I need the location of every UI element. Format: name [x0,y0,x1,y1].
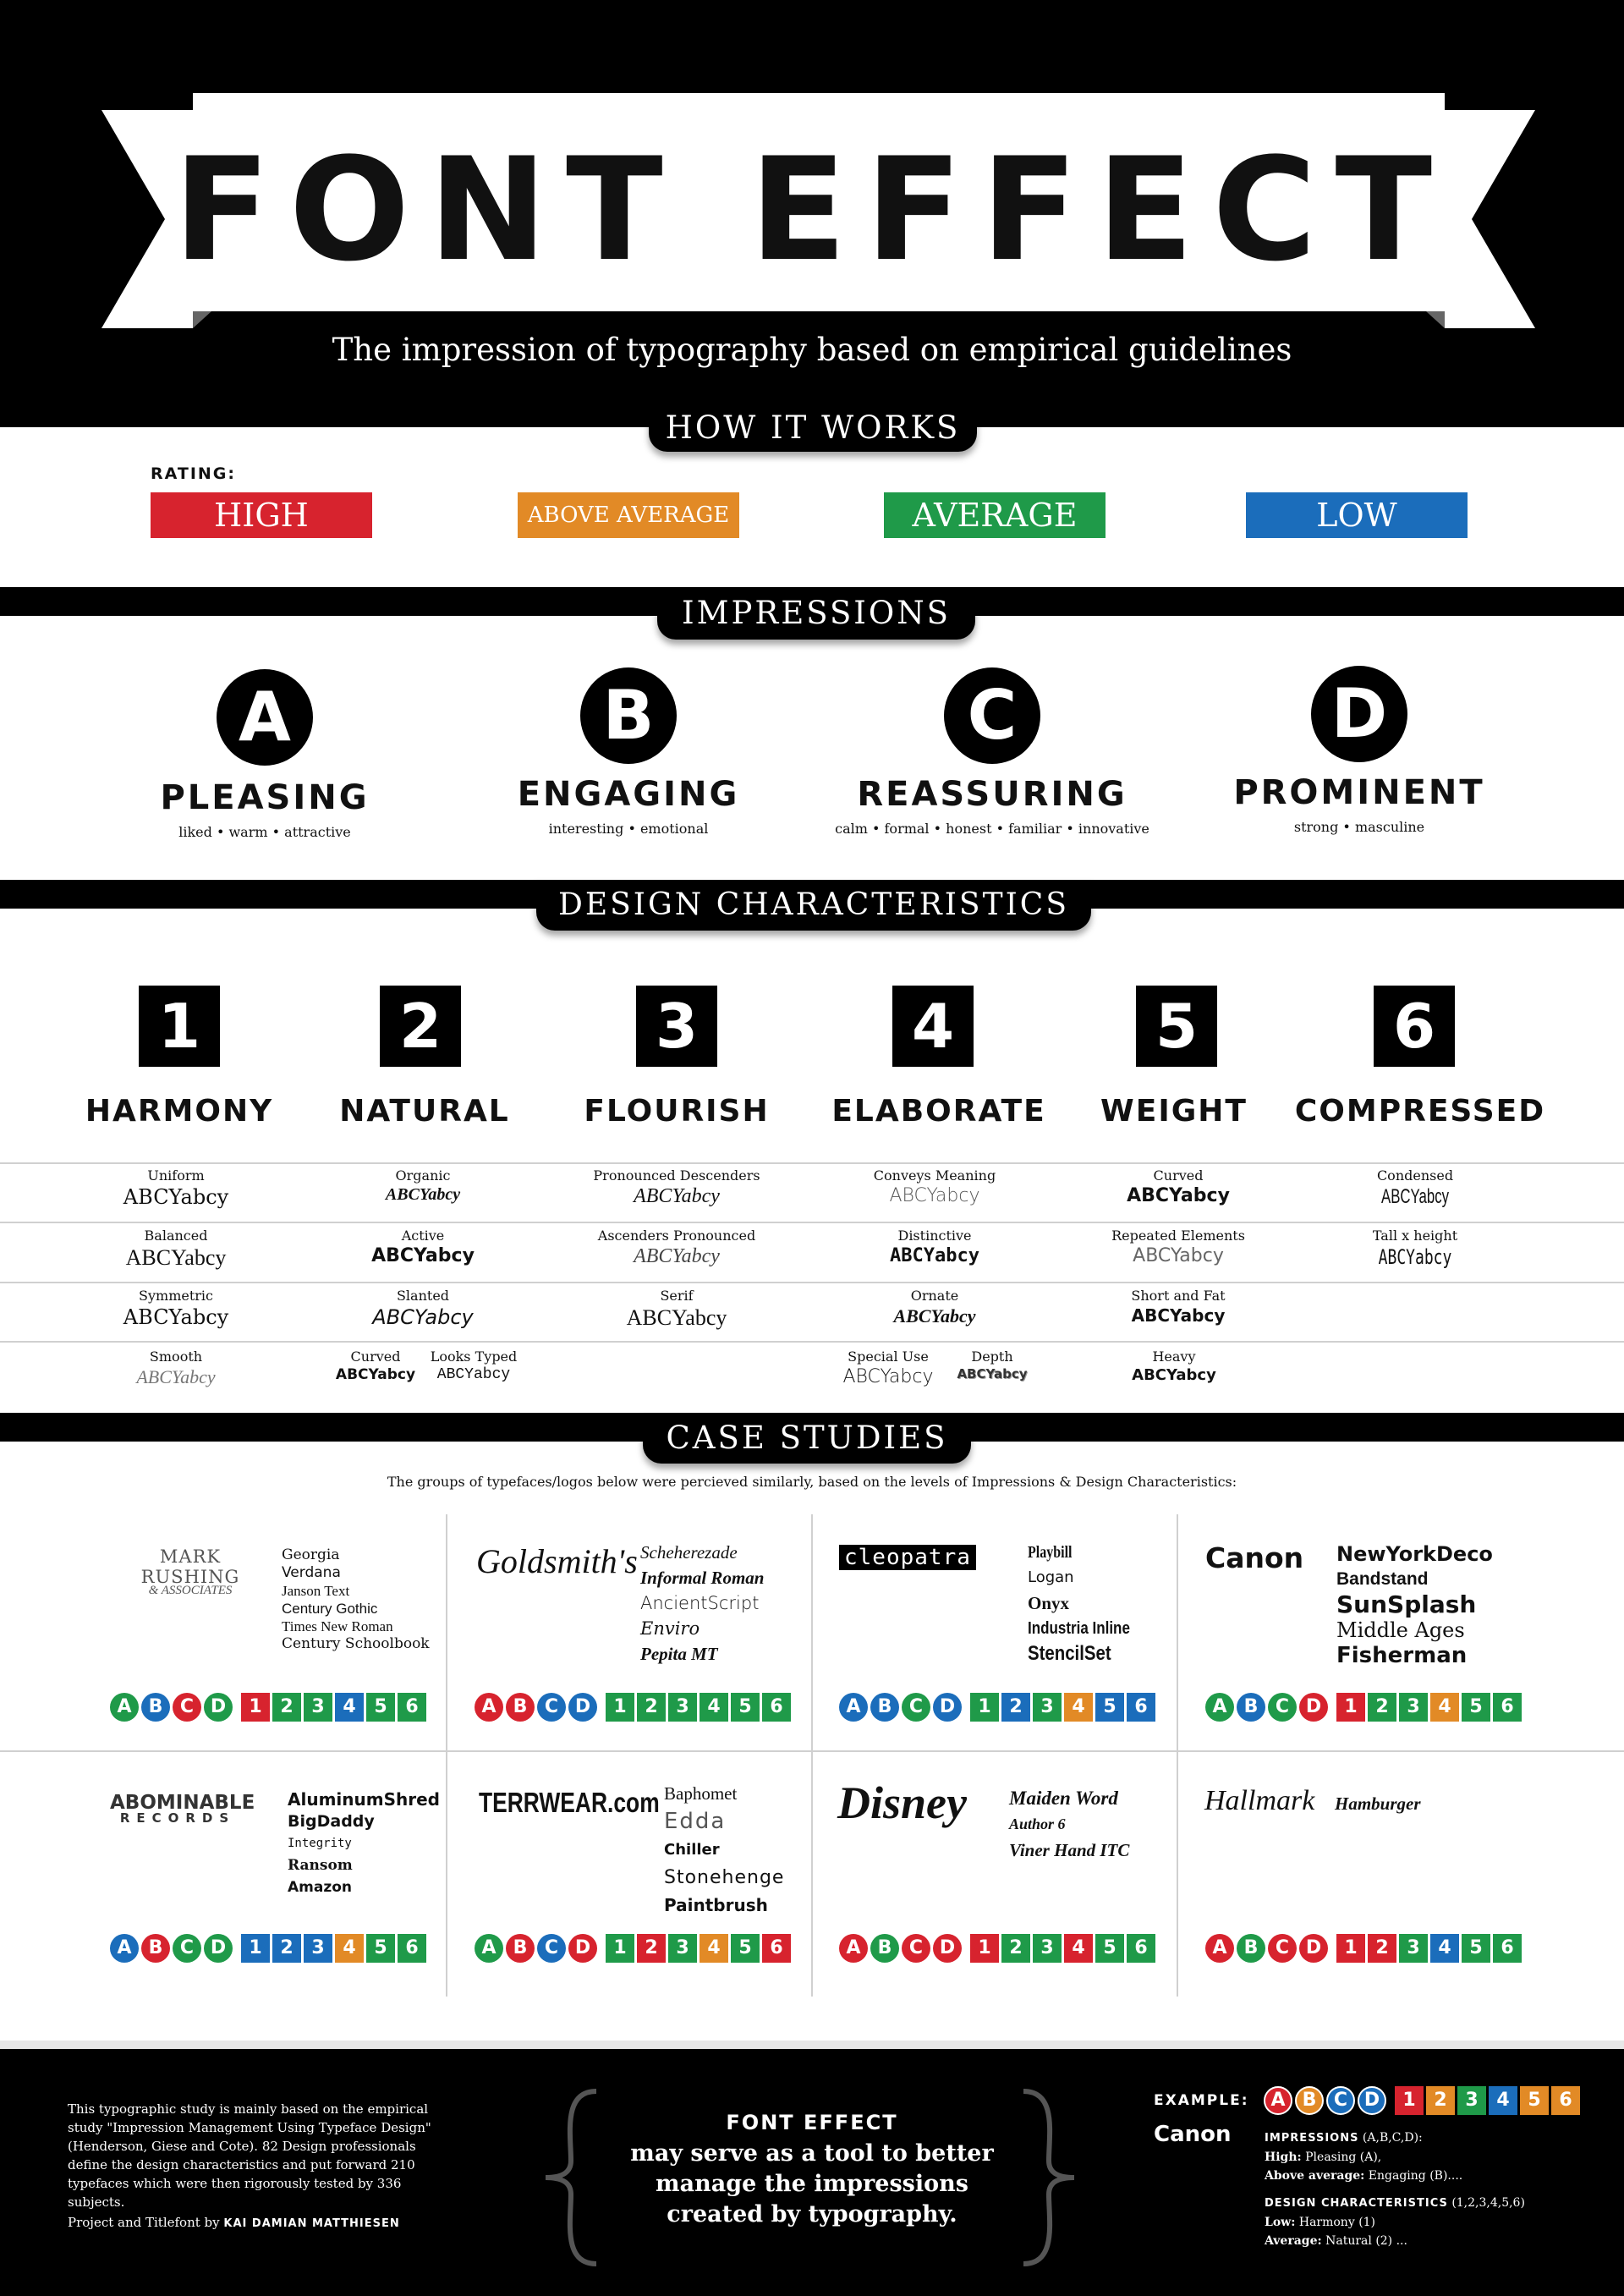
impression-badge-d: D [568,1934,597,1963]
dc-sample-label: Ornate [910,1288,959,1304]
dc-sample-label: Heavy [1152,1348,1196,1365]
dc-sample-label: Ascenders Pronounced [597,1228,756,1244]
font-name: SunSplash [1336,1590,1477,1618]
characteristic-badge-3: 3 [1457,2086,1486,2115]
rating-high: HIGH [151,492,372,538]
characteristic-badge-2: 2 [272,1934,301,1963]
font-name: Amazon [288,1879,353,1896]
rating-row [839,1693,1155,1722]
divider [811,1751,813,1997]
characteristic-badge-5: 5 [1520,2086,1549,2115]
divider [446,1751,447,1997]
rating-row [475,1934,791,1963]
characteristic-badge-1: 1 [1336,1934,1365,1963]
font-name: StencilSet [1028,1642,1111,1665]
font-list [664,1780,784,1920]
dc-sample-text: ABCYabcy [634,1185,720,1207]
dc-sample-condensed [1305,1167,1525,1209]
font-name: Onyx [1028,1593,1070,1613]
impression-badge-a: A [839,1693,868,1722]
section-tab-how-it-works: HOW IT WORKS [649,404,977,452]
dc-sample-active [313,1228,533,1266]
characteristic-badge-6: 6 [398,1693,426,1722]
font-name: Author 6 [1009,1815,1066,1832]
font-list [1335,1795,1421,1813]
dc-sample-tall-x-height [1305,1228,1525,1269]
footer-divider [0,2041,1624,2049]
characteristic-badge-5: 5 [1095,1934,1124,1963]
dc-sample-text: ABCYabcy [125,1245,227,1270]
dc-sample-text: ABCYabcy [842,1366,934,1387]
divider [811,1514,813,1751]
dc-sample-label: Uniform [147,1167,205,1184]
impression-badge-d: D [204,1934,233,1963]
dc-number-1: 1 [139,986,220,1067]
credit-name: KAI DAMIAN MATTHIESEN [223,2217,400,2230]
font-list [1009,1785,1129,1864]
dc-sample-looks-typed [364,1348,584,1383]
font-name: Century Schoolbook [282,1635,430,1652]
characteristic-badge-5: 5 [366,1693,395,1722]
logo-abominable-records [110,1792,255,1826]
font-list [288,1788,440,1898]
characteristic-badge-1: 1 [1336,1693,1365,1722]
font-name: Century Gothic [282,1601,378,1617]
dc-sample-ornate [825,1288,1045,1327]
dc-sample-text: ABCYabcy [1133,1245,1224,1266]
impression-badge-a: A [475,1693,503,1722]
dc-name-natural: NATURAL [339,1094,510,1129]
impression-badge-b: B [141,1934,170,1963]
dc-sample-balanced [66,1228,286,1271]
dc-sample-slanted [313,1288,533,1329]
dc-sample-text: ABCYabcy [889,1185,980,1206]
impression-badge-a: A [1205,1693,1234,1722]
dc-sample-label: Slanted [396,1288,450,1304]
font-name: Pepita MT [640,1644,718,1664]
characteristic-badge-3: 3 [304,1934,332,1963]
footer-line: may serve as a tool to better [630,2140,994,2167]
dc-sample-label: Organic [395,1167,451,1184]
divider [0,1222,1624,1223]
footer-study-text: This typographic study is mainly based on the empirical study "Impression Management Using Typeface Design" (Henderson, Giese and Cote). 82 Design professionals define the design characteristics and put forward 210 typefaces which were then rigorously tested by 336 subjects. [68,2101,431,2210]
impression-badge-a: A [110,1934,139,1963]
impression-badge-d: D [933,1934,962,1963]
characteristic-badge-2: 2 [1368,1693,1396,1722]
characteristic-badge-2: 2 [1001,1934,1030,1963]
dc-sample-organic [313,1167,533,1205]
dc-sample-label: Curved [350,1348,401,1365]
legend-paren: (1,2,3,4,5,6) [1451,2196,1525,2210]
impression-badge-a: A [1264,2086,1292,2115]
characteristic-badge-5: 5 [1095,1693,1124,1722]
dc-sample-label: Smooth [149,1348,203,1365]
impression-badge-d: D [1358,2086,1386,2115]
footer-center-title: FONT EFFECT [726,2111,898,2134]
dc-number-4: 4 [892,986,974,1067]
dc-sample-text: ABCYabcy [634,1245,720,1267]
credit-prefix: Project and Titlefont by [68,2215,220,2230]
impression-name-reassuring: REASSURING [857,775,1127,814]
footer-credit [68,2215,400,2230]
impression-badge-b: B [870,1693,899,1722]
dc-sample-label: Pronounced Descenders [593,1167,760,1184]
dc-sample-label: Balanced [144,1228,208,1244]
dc-name-flourish: FLOURISH [584,1094,770,1129]
dc-sample-label: Serif [660,1288,694,1304]
dc-sample-text: ABCYabcy [123,1185,229,1209]
case-studies-note: The groups of typefaces/logos below were percieved similarly, based on the levels of Impressions & Design Characteristics: [387,1474,1237,1490]
characteristic-badge-6: 6 [398,1934,426,1963]
dc-sample-curved [1068,1167,1288,1206]
legend-paren: (A,B,C,D): [1362,2131,1423,2145]
font-name: AluminumShred [288,1789,440,1810]
impression-badge-c: C [173,1693,201,1722]
font-name: Stonehenge [664,1867,785,1888]
font-name: Bandstand [1336,1569,1429,1589]
dc-sample-uniform [66,1167,286,1209]
impression-desc-pleasing: liked • warm • attractive [178,824,351,840]
dc-sample-text: ABCYabcy [957,1366,1028,1381]
rating-label: RATING: [151,464,236,483]
dc-sample-distinctive [825,1228,1045,1266]
logo-mark-rushing [110,1546,271,1598]
example-label: EXAMPLE: [1154,2092,1249,2109]
dc-sample-text: ABCYabcy [371,1245,475,1266]
font-name: Times New Roman [282,1618,393,1634]
font-name: Fisherman [1336,1643,1468,1668]
page-title: FONT EFFECT [173,127,1451,293]
font-name: Verdana [282,1564,341,1581]
impression-badge-d: D [933,1693,962,1722]
legend-key: Low: [1265,2216,1296,2229]
divider [0,1162,1624,1164]
section-tab-design-characteristics: DESIGN CHARACTERISTICS [536,880,1091,931]
dc-sample-text: ABCYabcy [1132,1366,1216,1384]
page-subtitle: The impression of typography based on empirical guidelines [332,332,1292,368]
characteristic-badge-4: 4 [700,1693,728,1722]
dc-sample-text: ABCYabcy [436,1366,511,1383]
characteristic-badge-2: 2 [1426,2086,1455,2115]
legend-key: Average: [1265,2234,1322,2248]
dc-name-compressed: COMPRESSED [1294,1094,1546,1129]
footer-line: manage the impressions [656,2171,968,2197]
characteristic-badge-1: 1 [1395,2086,1424,2115]
font-name: Edda [664,1809,727,1834]
impression-badge-c: C [537,1693,566,1722]
characteristic-badge-3: 3 [1399,1934,1428,1963]
characteristic-badge-2: 2 [637,1693,666,1722]
impression-badge-a: A [475,1934,503,1963]
dc-sample-label: Curved [1153,1167,1204,1184]
rating-above-average: ABOVE AVERAGE [518,492,739,538]
font-name: Industria Inline [1028,1619,1130,1638]
font-name: Enviro [640,1618,700,1639]
characteristic-badge-2: 2 [272,1693,301,1722]
divider [1177,1514,1178,1751]
characteristic-badge-5: 5 [731,1693,760,1722]
rating-row [1264,2086,1580,2115]
section-tab-impressions: IMPRESSIONS [657,587,975,640]
divider [1177,1751,1178,1997]
impression-badge-b: B [141,1693,170,1722]
logo-canon: Canon [1205,1541,1304,1574]
rating-row [1205,1934,1522,1963]
font-name: Integrity [288,1837,352,1850]
characteristic-badge-1: 1 [606,1693,634,1722]
impression-badge-c: C [537,1934,566,1963]
dc-sample-label: Tall x height [1372,1228,1458,1244]
impression-badge-b: B [1237,1934,1265,1963]
dc-sample-short-and-fat [1068,1288,1288,1326]
impression-name-engaging: ENGAGING [517,775,740,814]
dc-sample-label: Looks Typed [430,1348,518,1365]
logo-disney: Disney [837,1777,967,1828]
dc-sample-text: ABCYabcy [893,1305,976,1327]
dc-sample-text: ABCYabcy [123,1305,229,1329]
font-name: AncientScript [640,1593,760,1613]
dc-name-harmony: HARMONY [85,1094,274,1129]
characteristic-badge-3: 3 [1399,1693,1428,1722]
logo-text: RECORDS [119,1810,236,1826]
rating-row [475,1693,791,1722]
legend-key: High: [1265,2150,1302,2164]
impression-badge-d: D [568,1693,597,1722]
dc-name-weight: WEIGHT [1100,1094,1248,1129]
dc-sample-text: ABCYabcy [1378,1245,1452,1269]
characteristic-badge-6: 6 [1127,1934,1155,1963]
divider [0,1341,1624,1343]
dc-sample-label: Depth [971,1348,1013,1365]
characteristic-badge-1: 1 [241,1934,270,1963]
logo-terrwear: TERRWEAR.com [479,1787,660,1818]
characteristic-badge-5: 5 [1462,1934,1490,1963]
impression-badge-c: C [902,1934,930,1963]
characteristic-badge-1: 1 [970,1934,999,1963]
characteristic-badge-6: 6 [762,1934,791,1963]
characteristic-badge-4: 4 [1430,1934,1459,1963]
characteristic-badge-1: 1 [970,1693,999,1722]
dc-number-2: 2 [380,986,461,1067]
legend-key: Above average: [1265,2169,1365,2183]
dc-sample-label: Short and Fat [1131,1288,1226,1304]
dc-sample-label: Condensed [1376,1167,1454,1184]
font-name: Middle Ages [1336,1618,1465,1642]
impression-badge-c: C [1268,1934,1297,1963]
dc-sample-text: ABCYabcy [890,1245,979,1266]
characteristic-badge-5: 5 [366,1934,395,1963]
characteristic-badge-3: 3 [304,1693,332,1722]
impression-letter-b: B [580,667,677,764]
logo-cleopatra: cleopatra [839,1545,976,1570]
impression-badge-b: B [506,1934,535,1963]
impression-desc-reassuring: calm • formal • honest • familiar • innovative [835,821,1149,837]
dc-sample-serif [567,1288,787,1331]
font-list [1028,1540,1148,1667]
characteristic-badge-6: 6 [1127,1693,1155,1722]
font-name: Logan [1028,1568,1074,1586]
footer-line: created by typography. [667,2201,957,2227]
characteristic-badge-5: 5 [731,1934,760,1963]
font-name: Hamburger [1335,1793,1421,1814]
rating-row [839,1934,1155,1963]
characteristic-badge-1: 1 [241,1693,270,1722]
characteristic-badge-6: 6 [1551,2086,1580,2115]
impression-badge-d: D [1299,1934,1328,1963]
impression-badge-d: D [1299,1693,1328,1722]
characteristic-badge-6: 6 [762,1693,791,1722]
font-name: Janson Text [282,1583,350,1599]
dc-sample-label: Distinctive [897,1228,972,1244]
impression-badge-c: C [902,1693,930,1722]
font-list [640,1540,764,1667]
impression-badge-b: B [1237,1693,1265,1722]
rating-row [110,1934,426,1963]
dc-sample-text: ABCYabcy [372,1305,474,1329]
font-name: Informal Roman [640,1568,765,1588]
impression-badge-a: A [110,1693,139,1722]
dc-sample-pronounced-descenders [567,1167,787,1208]
dc-sample-text: ABCYabcy [136,1366,216,1387]
dc-sample-label: Conveys Meaning [873,1167,996,1184]
legend-value: Engaging (B).... [1368,2169,1463,2183]
characteristic-badge-6: 6 [1493,1693,1522,1722]
footer [0,2049,1624,2296]
dc-sample-symmetric [66,1288,286,1329]
footer-center-text [592,2139,1032,2230]
dc-number-3: 3 [636,986,717,1067]
characteristic-badge-4: 4 [1064,1934,1093,1963]
logo-text: ABOMINABLE [110,1792,255,1814]
impression-badge-c: C [1326,2086,1355,2115]
font-name: Scheherezade [640,1542,738,1563]
impression-letter-d: D [1311,666,1407,762]
impression-badge-c: C [173,1934,201,1963]
impression-desc-engaging: interesting • emotional [548,821,709,837]
font-name: Ransom [288,1857,353,1874]
font-list [1336,1541,1493,1668]
impression-name-pleasing: PLEASING [160,778,370,817]
dc-sample-label: Active [401,1228,445,1244]
impression-badge-b: B [506,1693,535,1722]
dc-name-elaborate: ELABORATE [831,1094,1046,1129]
legend-heading: DESIGN CHARACTERISTICS [1265,2197,1448,2210]
characteristic-badge-4: 4 [335,1934,364,1963]
divider [0,1282,1624,1283]
legend-value: Natural (2) ... [1325,2234,1407,2248]
impression-name-prominent: PROMINENT [1233,773,1485,812]
impression-letter-a: A [217,669,313,766]
logo-text: MARK RUSHING [140,1546,240,1587]
dc-sample-text: ABCYabcy [1127,1185,1230,1206]
characteristic-badge-1: 1 [606,1934,634,1963]
impression-badge-d: D [204,1693,233,1722]
dc-sample-repeated-elements [1068,1228,1288,1266]
characteristic-badge-2: 2 [1001,1693,1030,1722]
font-name: Maiden Word [1009,1788,1118,1809]
example-legend [1265,2128,1525,2250]
font-name: Playbill [1028,1543,1073,1562]
dc-sample-label: Symmetric [139,1288,213,1304]
dc-sample-text: ABCYabcy [626,1305,727,1330]
dc-sample-label: Repeated Elements [1111,1228,1245,1244]
rating-row [1205,1693,1522,1722]
impression-badge-c: C [1268,1693,1297,1722]
font-name: Chiller [664,1841,720,1859]
logo-hallmark: Hallmark [1204,1785,1315,1816]
impression-desc-prominent: strong • masculine [1293,819,1425,835]
font-list [282,1546,430,1653]
legend-heading: IMPRESSIONS [1265,2132,1359,2145]
font-name: Viner Hand ITC [1009,1840,1130,1860]
characteristic-badge-4: 4 [335,1693,364,1722]
font-name: Georgia [282,1546,340,1563]
characteristic-badge-3: 3 [1033,1693,1062,1722]
dc-sample-conveys-meaning [825,1167,1045,1206]
characteristic-badge-5: 5 [1462,1693,1490,1722]
impression-badge-b: B [1295,2086,1324,2115]
font-name: Baphomet [664,1783,738,1804]
impression-badge-b: B [870,1934,899,1963]
header-banner [0,0,1624,427]
font-name: NewYorkDeco [1336,1542,1493,1566]
impression-letter-c: C [944,667,1040,764]
logo-text: & ASSOCIATES [148,1584,233,1597]
characteristic-badge-4: 4 [1489,2086,1517,2115]
characteristic-badge-4: 4 [700,1934,728,1963]
characteristic-badge-2: 2 [637,1934,666,1963]
dc-sample-text: ABCYabcy [335,1366,416,1383]
legend-value: Harmony (1) [1298,2216,1376,2229]
example-logo: Canon [1154,2122,1232,2147]
logo-goldsmiths: Goldsmith's [476,1542,638,1580]
rating-low: LOW [1246,492,1468,538]
dc-sample-text: ABCYabcy [1381,1185,1449,1208]
dc-sample-smooth [66,1348,286,1388]
dc-sample-heavy [1064,1348,1284,1384]
dc-sample-ascenders-pronounced [567,1228,787,1268]
rating-row [110,1693,426,1722]
impression-badge-a: A [839,1934,868,1963]
section-tab-case-studies: CASE STUDIES [643,1413,971,1464]
characteristic-badge-4: 4 [1064,1693,1093,1722]
impression-badge-a: A [1205,1934,1234,1963]
dc-number-5: 5 [1136,986,1217,1067]
characteristic-badge-3: 3 [1033,1934,1062,1963]
dc-sample-text: ABCYabcy [385,1185,461,1204]
characteristic-badge-2: 2 [1368,1934,1396,1963]
rating-average: AVERAGE [884,492,1106,538]
font-name: Paintbrush [664,1895,768,1915]
characteristic-badge-3: 3 [668,1934,697,1963]
font-name: BigDaddy [288,1812,375,1831]
dc-sample-text: ABCYabcy [1131,1305,1226,1326]
characteristic-badge-3: 3 [668,1693,697,1722]
characteristic-badge-6: 6 [1493,1934,1522,1963]
dc-number-6: 6 [1374,986,1455,1067]
characteristic-badge-4: 4 [1430,1693,1459,1722]
legend-value: Pleasing (A), [1305,2150,1382,2164]
dc-sample-label: Special Use [848,1348,929,1365]
divider [446,1514,447,1751]
